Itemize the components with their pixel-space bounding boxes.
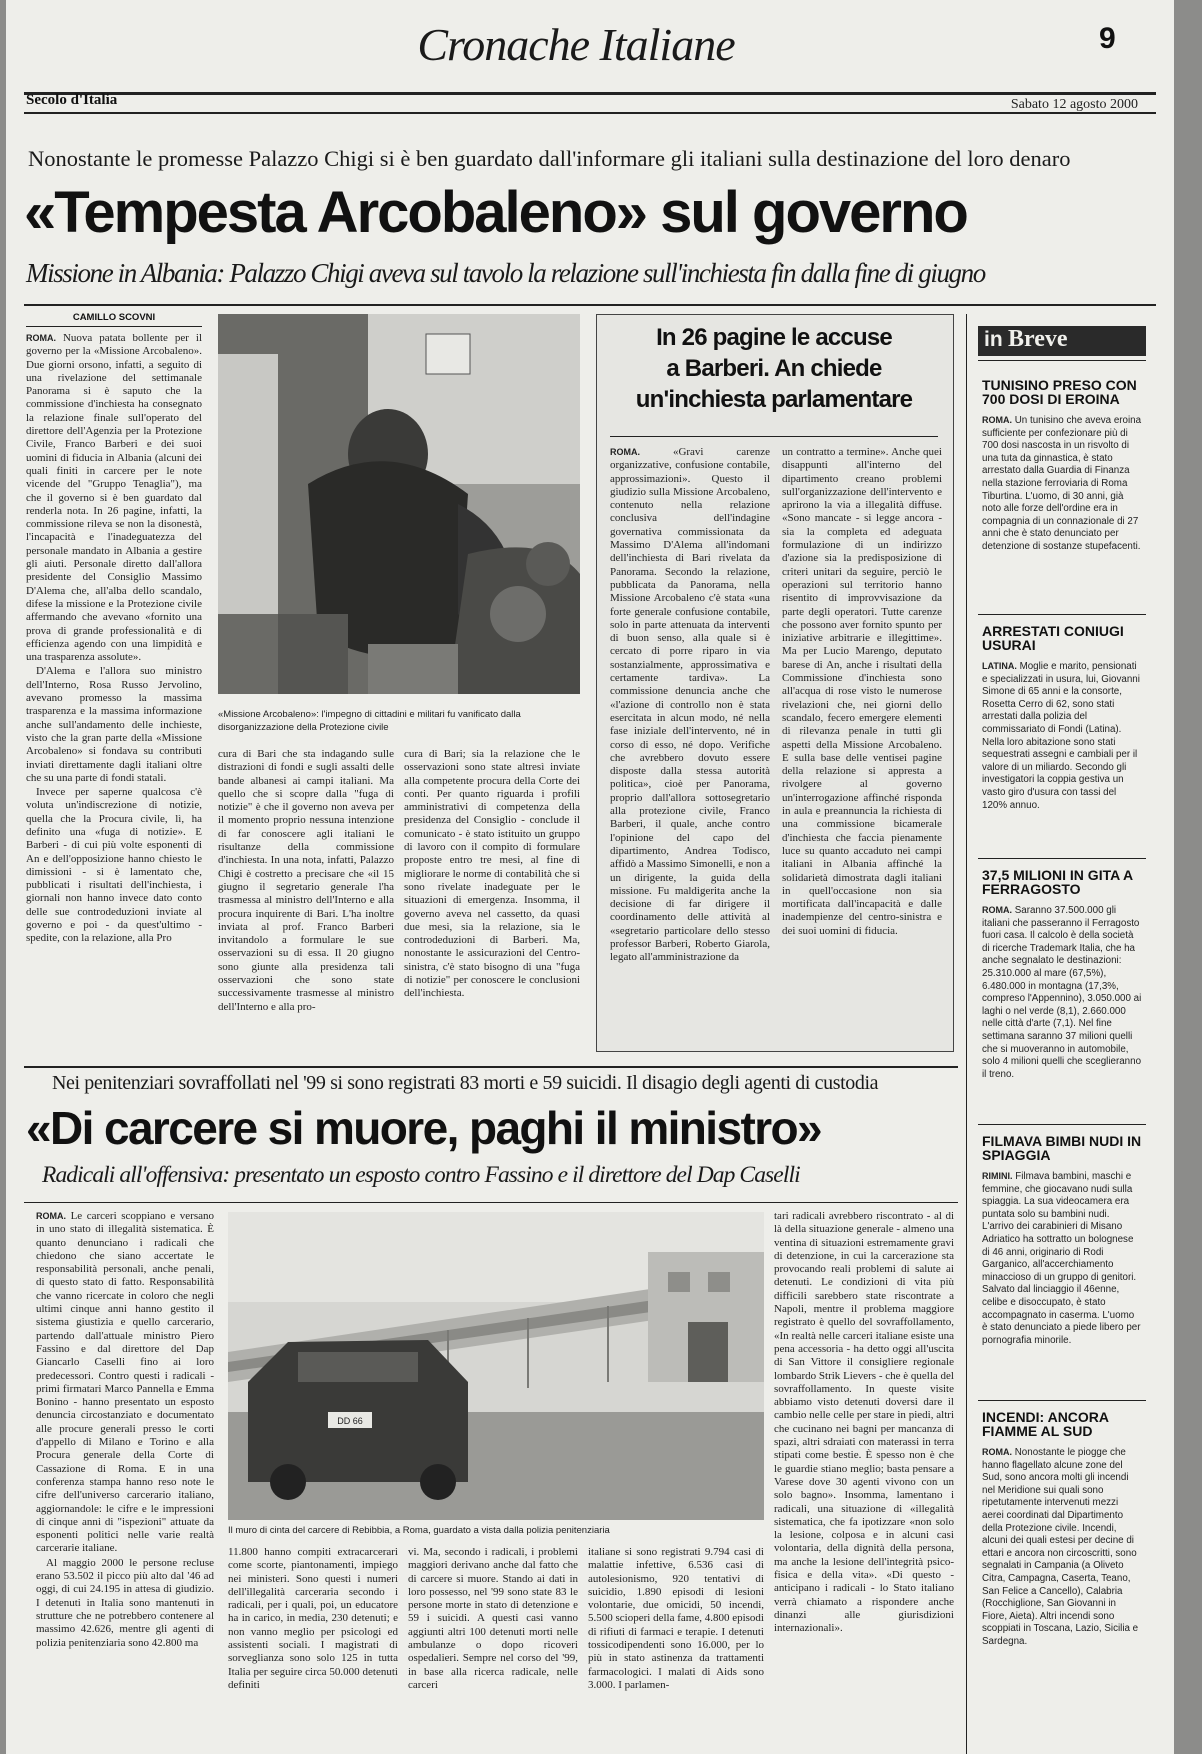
brief-text: ROMA. Un tunisino che aveva eroina sufficiente per confezionare più di 700 dosi nascosta in un risvolto di una tuta da ginnastica, è stato arrestato dalla Guardia di Finanza nella stazione ferroviaria di Roma Tiburtina. L'uomo, di 30 anni, già noto alle forze dell'ordine era in compagnia di un connazionale di 27 anni che è stato denunciato per detenzione di sostanze stupefacenti. xyxy=(982,415,1142,552)
brief-rule xyxy=(978,1400,1146,1401)
header-rule-bottom xyxy=(24,112,1156,114)
prison-wall-photo xyxy=(228,1212,764,1520)
story2-paragraph-3: 11.800 hanno compiti extracarcerari come scorte, piantonamenti, impiego nei ministeri. Sono questi i numeri dell'illegalità carceraria secondo i radicali, per i quali, poi, un educatore ha in carico, in media, 230 detenuti; e non vanno meglio per psicologi ed assistenti sociali. I magistrati di sorveglianza sono solo 125 in tutta Italia per seguire circa 50.000 detenuti definiti xyxy=(228,1546,398,1691)
section-title: Cronache Italiane xyxy=(417,19,735,70)
story1-paragraph-3: Invece per saperne qualcosa c'è voluta un'indiscrezione di notizie, quella che la Procura civile, lì, ha definito una «fuga di notizie». E Barberi - di cui più volte esponenti di An e dell'opposizione hanno chiesto le dimissioni - si è lamentato che, pubblicati i risultati dell'inchiesta, i giornali non hanno invece dato conto delle sue controdeduzioni inviate al governo e poi - da quest'ultimo - spedite, con la relazione, alla Pro xyxy=(26,786,202,945)
story1-paragraph-5: cura di Bari; sia la relazione che le osservazioni sono state altresì inviate alla competente procura della Corte dei conti. Per quanto riguarda i profili amministrativi di competenza della presidenza del Consiglio - conclude il comunicato - è stato istituito un gruppo di lavoro con il compito di formulare proposte entro tre mesi, al fine di migliorare le norme di contabilità che si sono rivelate inadeguate per le situazioni di emergenza. Insomma, il governo aveva nel cassetto, da quasi due mesi, sia la relazione, sia le controdeduzioni di Barberi. Ma, nonostante le assicurazioni del Centro-sinistra, c'è stato bisogno di una "fuga di notizie" per conoscere le conclusioni dell'inchiesta. xyxy=(404,748,580,1000)
masthead: Secolo d'Italia xyxy=(26,92,118,108)
story1-kicker: Nonostante le promesse Palazzo Chigi si è ben guardato dall'informare gli italiani sulla destinazione del loro denaro xyxy=(28,146,1071,171)
story1-column-1 xyxy=(26,332,202,1048)
in-breve-logo xyxy=(978,326,1146,356)
in-breve-prefix: in xyxy=(984,328,1003,351)
story1-paragraph-1: Nuova patata bollente per il governo per la «Missione Arcobaleno». Due giorni orsono, infatti, a seguito di una rivelazione del settimanale Panorama si è saputo che la commissione d'inchiesta ha consegnato la relazione finale sull'operato del direttore dell'Agenzia per la Protezione Civile, Franco Barberi e dei suoi uomini di fiducia in Albania (alcuni dei quali finiti in carcere per le note vicende del "Gruppo Tenaglia"), ma che il governo si è ben guardato dal renderla nota. In 26 pagine, infatti, la commissione rileva se non la disonestà, l'incapacità e l'inadeguatezza del personale mandato in Albania a gestire gli aiuti. Personale diretto dall'allora presidente del Consiglio Massimo D'Alema che, all'alba dello scandalo, difese la missione e la Protezione civile affermando che avevano «fornito una prova di grande professionalità e di efficienza agendo con una limpidità e una trasparenza assolute». xyxy=(26,332,202,664)
brief-rule xyxy=(978,858,1146,859)
in-breve-column-divider xyxy=(966,314,967,1754)
sidebar-headline-line-2: a Barberi. An chiede xyxy=(666,355,882,382)
story1-paragraph-4: cura di Bari che sta indagando sulle distrazioni di fondi e sugli assalti delle bande albanesi ai campi italiani. Ma quello che si scopre dalla "fuga di notizie" è che il governo non aveva per il momento proprio nessuna intenzione di far conoscere agli italiani le risultanze della commissione d'inchiesta. In una nota, infatti, Palazzo Chigi è costretto a precisare che «il 15 giugno il segretario generale l'ha trasmessa al ministro dell'Interno e alla procura inquirente di Bari. L'ha inoltre inviata al prof. Franco Barberi invitandolo a formulare le sue osservazioni su di essa. Il 20 giugno sono giunte alla presidenza tali osservazioni che sono state successivamente trasmesse al ministro dell'Interno e alla pro- xyxy=(218,748,394,1013)
sidebar-paragraph-2: un contratto a termine». Anche quei disappunti all'interno del dipartimento creano problemi sull'organizzazione dell'intervento e aprirono la via a illegalità diffuse. «Sono mancate - si legge ancora - sia la completa ed adeguata formulazione di un indirizzo d'azione sia la predisposizione di criteri unitari da seguire, perciò le operazioni sul territorio hanno risentito di improvvisazione da parte degli operatori. Tutte carenze che possono aver fornito spunto per iniziative arbitrarie e illegittime». Ma per Lucio Marengo, deputato barese di An, anche i risultati della Commissione d'inchiesta sono all'acqua di rose visto le numerose rivelazioni che, nei giorni dello scandalo, fecero emergere elementi di rilevanza penale in tutti gli aspetti della Missione Arcobaleno. E sulla base delle ventisei pagine della relazione si appresta a rivolgere al governo un'interrogazione affinché risponda in aula e preannuncia la richiesta di una commissione bicamerale d'inchiesta che faccia pienamente luce su quanto accaduto nei campi italiani in Albania affinché la solidarietà dimostrata dagli italiani in quell'occasione non sia mortificata dall'incapacità e dalle inadempienze del centro-sinistra e dei suoi uomini di fiducia. xyxy=(782,446,942,937)
story1-city: ROMA. xyxy=(26,333,56,343)
brief-text: LATINA. Moglie e marito, pensionati e specializzati in usura, lui, Giovanni Simone di 65 anni e la consorte, Rosetta Cerro di 62, sono stati arrestati dalla polizia del commissariato di Fondi (Latina). Nella loro abitazione sono stati sequestrati assegni e cambiali per il valore di un miliardo. Secondo gli investigatori la coppia gestiva un vasto giro d'usura con tassi del 120% annuo. xyxy=(982,661,1140,811)
story2-column-5 xyxy=(774,1210,954,1746)
brief-title: FILMAVA BIMBI NUDI IN SPIAGGIA xyxy=(982,1133,1142,1163)
story2-column-1 xyxy=(36,1210,214,1746)
story1-column-3 xyxy=(404,748,580,1048)
brief-rule xyxy=(978,614,1146,615)
story2-city: ROMA. xyxy=(36,1211,66,1221)
sidebar-rule xyxy=(610,436,938,437)
brief-item xyxy=(982,1410,1142,1649)
story1-column-2 xyxy=(218,748,394,1048)
sidebar-headline xyxy=(602,322,946,415)
story2-rule-top xyxy=(24,1066,958,1068)
photo-missione-arcobaleno xyxy=(218,314,580,694)
brief-title: TUNISINO PRESO CON 700 DOSI DI EROINA xyxy=(982,377,1137,407)
sidebar-column-1 xyxy=(610,446,770,1042)
newspaper-page xyxy=(6,0,1174,1754)
photo1-caption-title: «Missione Arcobaleno»: xyxy=(218,709,319,720)
story2-paragraph-5: italiane si sono registrati 9.794 casi di malattie infettive, 6.536 casi di autolesionismo, 920 tentativi di suicidio, 1.890 episodi di lesioni volontarie, due omicidi, 50 incendi, 5.500 scioperi della fame, 4.800 episodi di rifiuti di farmaci e terapie. I detenuti tossicodipendenti sono 16.000, per lo più in stato astinenza da trattamenti farmacologici. I malati di Aids sono 3.000. I parlamen- xyxy=(588,1546,764,1691)
story1-paragraph-2: D'Alema e l'allora suo ministro dell'Interno, Rosa Russo Jervolino, avevano promesso la massima trasparenza e la massima informazione anche sull'andamento delle inchieste, visto che la gran parte della «Missione Arcobaleno» si fondava su contributi inviati direttamente dagli italiani oltre che su una parte di fondi statali. xyxy=(26,665,202,784)
photo2-caption: Il muro di cinta del carcere di Rebibbia, a Roma, guardato a vista dalla polizia penitenziaria xyxy=(228,1525,610,1536)
volunteer-photo xyxy=(218,314,580,694)
page-number: 9 xyxy=(1099,22,1116,55)
sidebar-paragraph-1: «Gravi carenze organizzative, confusione contabile, approssimazioni». Questo il giudizio sulla Missione Arcobaleno, contenuto nella relazione conclusiva dell'indagine governativa commissionata da Massimo D'Alema all'indomani dell'inchiesta di Bari rivelata da Panorama. Secondo la relazione, pubblicata da Panorama, nella Missione Arcobaleno c'è stata «una forte generale confusione contabile, solo in parte attenuata da interventi di buon senso, alla quale si è cercato di porre riparo in via sostanzialmente, approssimativa e certamente tardiva». La commissione denuncia anche che «l'azione di controllo non è stata esercitata in alcun modo, né nella fase iniziale dell'intervento, né in corso di esso, né dopo. Verifiche che avrebbero dovuto essere disposte dalla stessa autorità politica», cioè per Panorama, proprio dall'allora sottosegretario alla protezione civile, Franco Barberi, il quale, anche contro l'opinione del capo del dipartimento, Andrea Todisco, affidò a Massimo Simonelli, e non a un dirigente, la guida della missione. Fu maldigerita anche la decisione di far dirigere il coordinamento delle attività al «segretario particolare dello stesso professor Barberi, Roberto Giarola, legato all'amministrazione da xyxy=(610,446,770,964)
story2-column-3 xyxy=(408,1546,578,1746)
brief-rule xyxy=(978,1124,1146,1125)
story2-paragraph-1: Le carceri scoppiano e versano in uno stato di illegalità sistematica. È quanto denunciano i radicali che chiedono che siano accertate le responsabilità personali, anche penali, di questo stato di fatto. Responsabilità che vanno ricercate in coloro che negli ultimi cinque anni hanno gestito il sistema giustizia e quello carcerario, partendo dall'attuale ministro Piero Fassino e dal direttore del Dap Giancarlo Caselli fino ai loro predecessori. Contro questi i radicali - primi firmatari Marco Pannella e Emma Bonino - hanno presentato un esposto denuncia circostanziato e documentato alle procure generali presso le corti d'appello di Milano e Torino e alla Procura generale della Corte di Cassazione di Roma. E in una conferenza stampa hanno reso note le cifre dell'universo carcerario italiano, aggiornandole: le cifre e le impressioni di cinque anni di "ispezioni" attuate da esponenti politici nelle varie realtà carcerarie italiane. xyxy=(36,1210,214,1555)
story2-paragraph-2: Al maggio 2000 le persone recluse erano 53.502 il picco più alto dal '46 ad oggi, di cui 24.195 in attesa di giudizio. I detenuti in Italia sono mantenuti in strutture che ne potrebbero contenere al massimo 42.626, mentre gli agenti di polizia penitenziaria sono 42.800 ma xyxy=(36,1556,214,1649)
brief-item xyxy=(982,624,1142,812)
brief-text: ROMA. Saranno 37.500.000 gli italiani che passeranno il Ferragosto fuori casa. Il calcolo è della società di ricerche Trademark Italia, che ha anche segnalato le destinazioni: 25.310.000 al mare (67,5%), 6.480.000 in montagna (17,3%, compreso l'Appennino), 3.050.000 ai laghi o nel verde (8,1), 2.660.000 nelle città d'arte (7,1). Nel fine settimana saranno 37 milioni quelli che si muoveranno in automobile, solo 4 milioni quelli che sceglieranno il treno. xyxy=(982,905,1142,1080)
brief-title: INCENDI: ANCORA FIAMME AL SUD xyxy=(982,1409,1109,1439)
story1-byline: CAMILLO SCOVNI xyxy=(72,312,156,323)
brief-item xyxy=(982,1134,1142,1347)
story2-subhead: Radicali all'offensiva: presentato un esposto contro Fassino e il direttore del Dap Caselli xyxy=(42,1162,800,1188)
brief-title: 37,5 MILIONI IN GITA A FERRAGOSTO xyxy=(982,867,1133,897)
sidebar-headline-line-3: un'inchiesta parlamentare xyxy=(635,386,913,413)
issue-date: Sabato 12 agosto 2000 xyxy=(1010,97,1138,112)
story2-kicker: Nei penitenziari sovraffollati nel '99 si sono registrati 83 morti e 59 suicidi. Il disagio degli agenti di custodia xyxy=(52,1072,879,1094)
brief-text: RIMINI. Filmava bambini, maschi e femmine, che giocavano nudi sulla spiaggia. La sua videocamera era puntata solo su bambini nudi. L'arrivo dei carabinieri di Misano Adriatico ha sottratto un bolognese di 46 anni, originario di Rodi Garganico, all'accerchiamento minaccioso di un gruppo di genitori. Salvato dal linciaggio il 46enne, celibe e disoccupato, è stato accompagnato in caserma. L'uomo è stato denunciato a piede libero per pornografia minorile. xyxy=(982,1171,1141,1346)
in-breve-rule xyxy=(978,360,1146,361)
in-breve-word: Breve xyxy=(1008,326,1068,352)
brief-item xyxy=(982,868,1142,1081)
brief-text: ROMA. Nonostante le piogge che hanno flagellato alcune zone del Sud, sono ancora molti gli incendi nel Meridione sui quali sono ripetutamente intervenuti mezzi aerei coordinati dal Dipartimento della Protezione civile. Incendi, alcuni dei quali estesi per decine di ettari e ancora non circoscritti, sono segnalati in Campania (a Oliveto Citra, Campagna, Caserta, Teano, San Felice a Cancello), Calabria (Rocchiglione, San Giovanni in Fiore, Aieta). Altri incendi sono scoppiati in Toscana, Lazio, Sicilia e Sardegna. xyxy=(982,1447,1139,1647)
byline-rule xyxy=(26,326,202,327)
photo-rebibbia xyxy=(228,1212,764,1520)
story1-subhead: Missione in Albania: Palazzo Chigi aveva sul tavolo la relazione sull'inchiesta fin dalla fine di giugno xyxy=(26,258,985,288)
sidebar-headline-line-1: In 26 pagine le accuse xyxy=(656,324,892,351)
story1-headline: «Tempesta Arcobaleno» sul governo xyxy=(24,180,967,245)
story2-column-2 xyxy=(228,1546,398,1746)
sidebar-column-2 xyxy=(782,446,942,1042)
story2-column-4 xyxy=(588,1546,764,1746)
story2-paragraph-4: vi. Ma, secondo i radicali, i problemi maggiori derivano anche dal fatto che di carcere si muore. Stando ai dati in loro possesso, nel '99 sono state 83 le persone morte in stato di detenzione e 59 i suicidi. A questi casi vanno aggiunti altri 100 detenuti morti nelle ambulanze o dopo ricoveri ospedalieri. Sempre nel corso del '99, in base alla ricerca radicale, nelle carceri xyxy=(408,1546,578,1691)
sidebar-city: ROMA. xyxy=(610,447,640,457)
story1-rule xyxy=(24,304,1156,306)
brief-title: ARRESTATI CONIUGI USURAI xyxy=(982,623,1124,653)
story2-paragraph-6: tari radicali avrebbero riscontrato - al di là della situazione generale - almeno una ventina di situazioni estremamente gravi di detenzione, in cui la carcerazione sta provocando reali problemi di salute ai detenuti. Le condizioni di vita più difficili sarebbero state riscontrate a Napoli, mentre il problema maggiore registrato è quello del sovraffollamento, «In realtà nelle carceri italiane esiste una pena accessoria - ha detto oggi all'uscita di San Vittore il consigliere regionale lombardo Strik Lievers - che è quella del sovraffollamento. In queste visite abbiamo visto detenuti doversi dare il cambio nelle celle per stare in piedi, altri che cucinano nei bagni per mancanza di spazi, altri sdraiati con materassi in terra stipati come bestie. È spesso non è che le guardie stiano meglio; basta pensare a Varese dove 30 agenti vivono con un solo bagno». Insomma, lamentano i radicali, una situazione di «illegalità sistematica, che fa ipotizzare «non solo la lesione, colposa e in alcuni casi volontaria, della dignità della persona, ma anche la lesione dell'integrità psico-fisica e della vita». «Di questo - anticipano i radicali - lo Stato italiano verrà chiamato a rispondere anche dinanzi alle giurisdizioni internazionali». xyxy=(774,1210,954,1635)
license-plate-text: DD 66 xyxy=(337,1416,363,1426)
story2-rule xyxy=(24,1202,958,1203)
photo1-caption xyxy=(218,708,578,734)
photo1-caption-text: l'impegno di cittadini e militari fu vanificato dalla disorganizzazione della Protezione civile xyxy=(218,709,521,733)
brief-item xyxy=(982,378,1142,554)
story2-headline: «Di carcere si muore, paghi il ministro» xyxy=(26,1102,821,1154)
header-rule-top xyxy=(24,92,1156,95)
